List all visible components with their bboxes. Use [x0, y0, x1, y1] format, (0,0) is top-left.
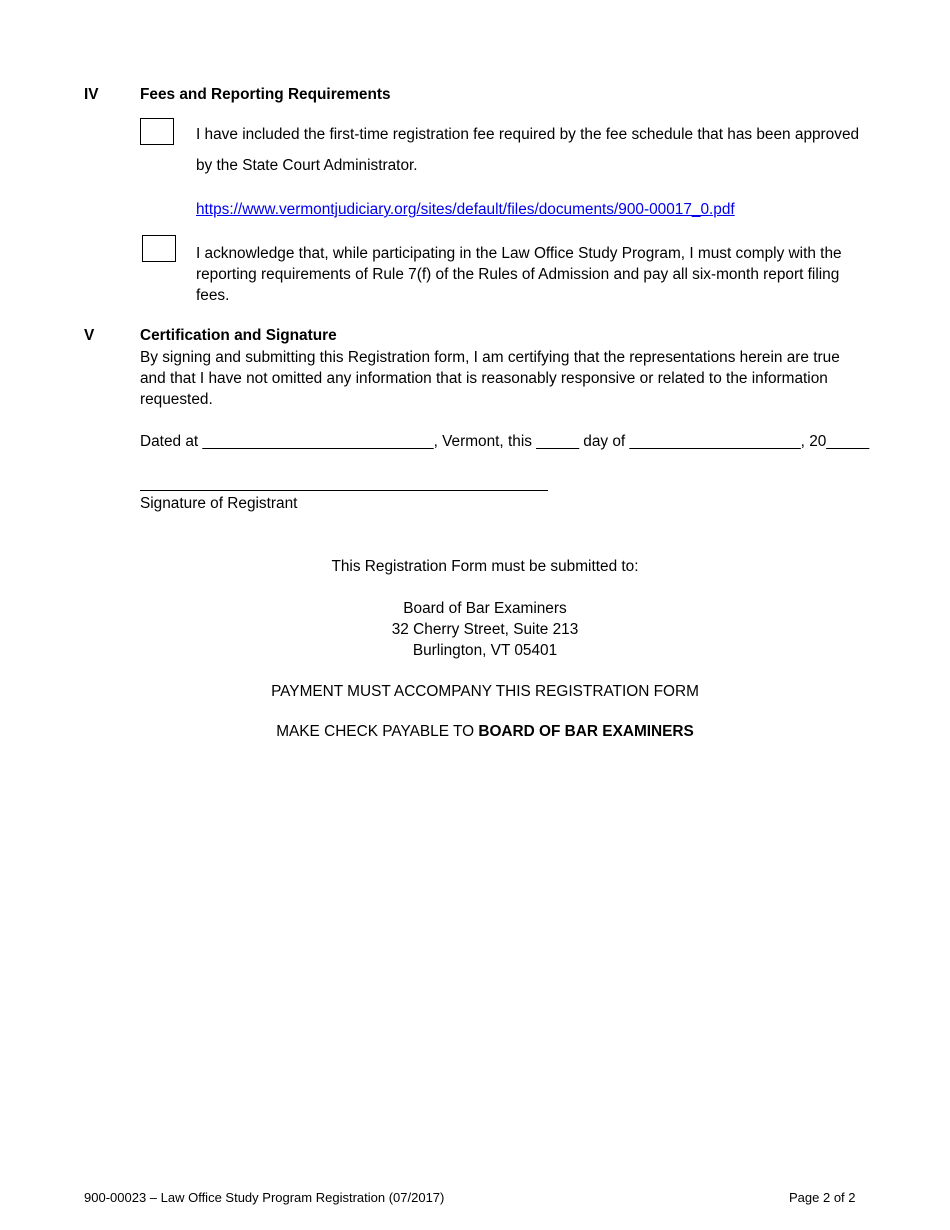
section-number-iv: IV: [84, 86, 99, 103]
reporting-acknowledge-checkbox[interactable]: [142, 235, 176, 262]
address-line-2: 32 Cherry Street, Suite 213: [391, 621, 579, 638]
signature-label: Signature of Registrant: [140, 495, 298, 512]
check-payee: BOARD OF BAR EXAMINERS: [478, 723, 694, 740]
certification-text-line2: and that I have not omitted any information that is reasonably responsive or related to the information: [140, 370, 828, 387]
fee-included-text-line2: by the State Court Administrator.: [196, 157, 418, 174]
section-title-fees: Fees and Reporting Requirements: [140, 86, 391, 103]
reporting-text-line1: I acknowledge that, while participating in the Law Office Study Program, I must comply with the: [196, 245, 842, 262]
address-line-3: Burlington, VT 05401: [412, 642, 558, 659]
reporting-text-line2: reporting requirements of Rule 7(f) of the Rules of Admission and pay all six-month report filing: [196, 266, 840, 283]
footer-page-number: Page 2 of 2: [789, 1190, 856, 1205]
address-line-1: Board of Bar Examiners: [403, 600, 567, 617]
signature-line[interactable]: [140, 490, 548, 491]
check-payable-line: [0, 721, 950, 742]
footer-form-id: 900-00023 – Law Office Study Program Registration (07/2017): [84, 1190, 445, 1205]
submission-intro: This Registration Form must be submitted to:: [331, 558, 639, 575]
fee-schedule-link[interactable]: https://www.vermontjudiciary.org/sites/default/files/documents/900-00017_0.pdf: [196, 201, 735, 218]
fee-included-text-line1: I have included the first-time registration fee required by the fee schedule that has been approved: [196, 126, 860, 143]
section-title-certification: Certification and Signature: [140, 327, 337, 344]
payment-notice: PAYMENT MUST ACCOMPANY THIS REGISTRATION FORM: [271, 683, 699, 700]
fee-included-checkbox[interactable]: [140, 118, 174, 145]
certification-text-line3: requested.: [140, 391, 213, 408]
certification-text-line1: By signing and submitting this Registration form, I am certifying that the representations herein are true: [140, 349, 840, 366]
check-payable-prefix: MAKE CHECK PAYABLE TO: [276, 723, 479, 740]
reporting-text-line3: fees.: [196, 287, 230, 304]
dated-at-line[interactable]: Dated at ___________________________, Vermont, this _____ day of ____________________, 20_____: [140, 433, 870, 450]
section-number-v: V: [84, 327, 95, 344]
